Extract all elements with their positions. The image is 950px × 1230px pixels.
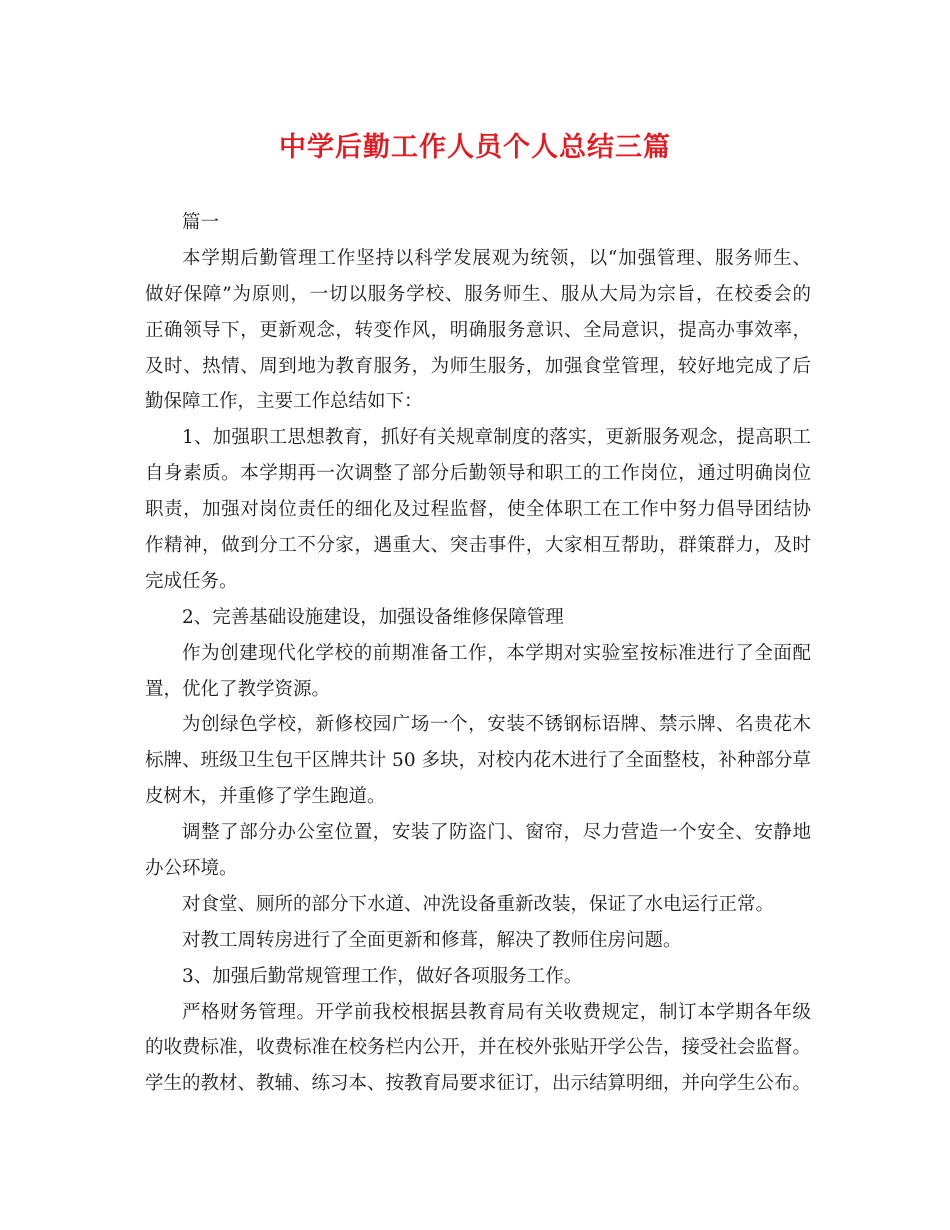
- text-line: 作精神，做到分工不分家，遇重大、突击事件，大家相互帮助，群策群力，及时: [145, 535, 811, 557]
- text-line: 调整了部分办公室位置，安装了防盗门、窗帘，尽力营造一个安全、安静地: [182, 822, 811, 844]
- text-line: 自身素质。本学期再一次调整了部分后勤领导和职工的工作岗位，通过明确岗位: [145, 463, 811, 485]
- text-line: 及时、热情、周到地为教育服务，为师生服务，加强食堂管理，较好地完成了后: [145, 355, 811, 377]
- text-line: 为创绿色学校，新修校园广场一个，安装不锈钢标语牌、禁示牌、名贵花木: [182, 714, 811, 736]
- text-line: 1、加强职工思想教育，抓好有关规章制度的落实，更新服务观念，提高职工: [182, 427, 811, 449]
- text-line: 置，优化了教学资源。: [145, 678, 331, 700]
- text-line: 标牌、班级卫生包干区牌共计 50 多块，对校内花木进行了全面整枝，补种部分草: [145, 750, 811, 772]
- text-line: 正确领导下，更新观念，转变作风，明确服务意识、全局意识，提高办事效率，: [145, 319, 811, 341]
- text-line: 勤保障工作，主要工作总结如下：: [145, 391, 423, 413]
- text-line: 严格财务管理。开学前我校根据县教育局有关收费规定，制订本学期各年级: [182, 1001, 811, 1023]
- document-body: [145, 205, 811, 1102]
- text-line: 皮树木，并重修了学生跑道。: [145, 786, 386, 808]
- text-line: 的收费标准，收费标准在校务栏内公开，并在校外张贴开学公告，接受社会监督。: [145, 1037, 811, 1059]
- text-line: 完成任务。: [145, 570, 238, 592]
- text-line: 篇一: [182, 212, 220, 233]
- text-line: 职责，加强对岗位责任的细化及过程监督，使全体职工在工作中努力倡导团结协: [145, 499, 811, 521]
- text-line: 3、加强后勤常规管理工作，做好各项服务工作。: [182, 965, 583, 987]
- text-line: 学生的教材、教辅、练习本、按教育局要求征订，出示结算明细，并向学生公布。: [145, 1073, 811, 1095]
- text-line: 2、完善基础设施建设，加强设备维修保障管理: [182, 606, 564, 628]
- text-line: 本学期后勤管理工作坚持以科学发展观为统领，以“加强管理、服务师生、: [182, 247, 811, 269]
- text-line: 对教工周转房进行了全面更新和修葺，解决了教师住房问题。: [182, 929, 682, 951]
- text-line: 对食堂、厕所的部分下水道、冲洗设备重新改装，保证了水电运行正常。: [182, 893, 775, 915]
- text-line: 做好保障”为原则，一切以服务学校、服务师生、服从大局为宗旨，在校委会的: [145, 283, 811, 305]
- document-title: 中学后勤工作人员个人总结三篇: [279, 132, 671, 163]
- text-line: 作为创建现代化学校的前期准备工作，本学期对实验室按标准进行了全面配: [182, 642, 811, 664]
- text-line: 办公环境。: [145, 858, 238, 880]
